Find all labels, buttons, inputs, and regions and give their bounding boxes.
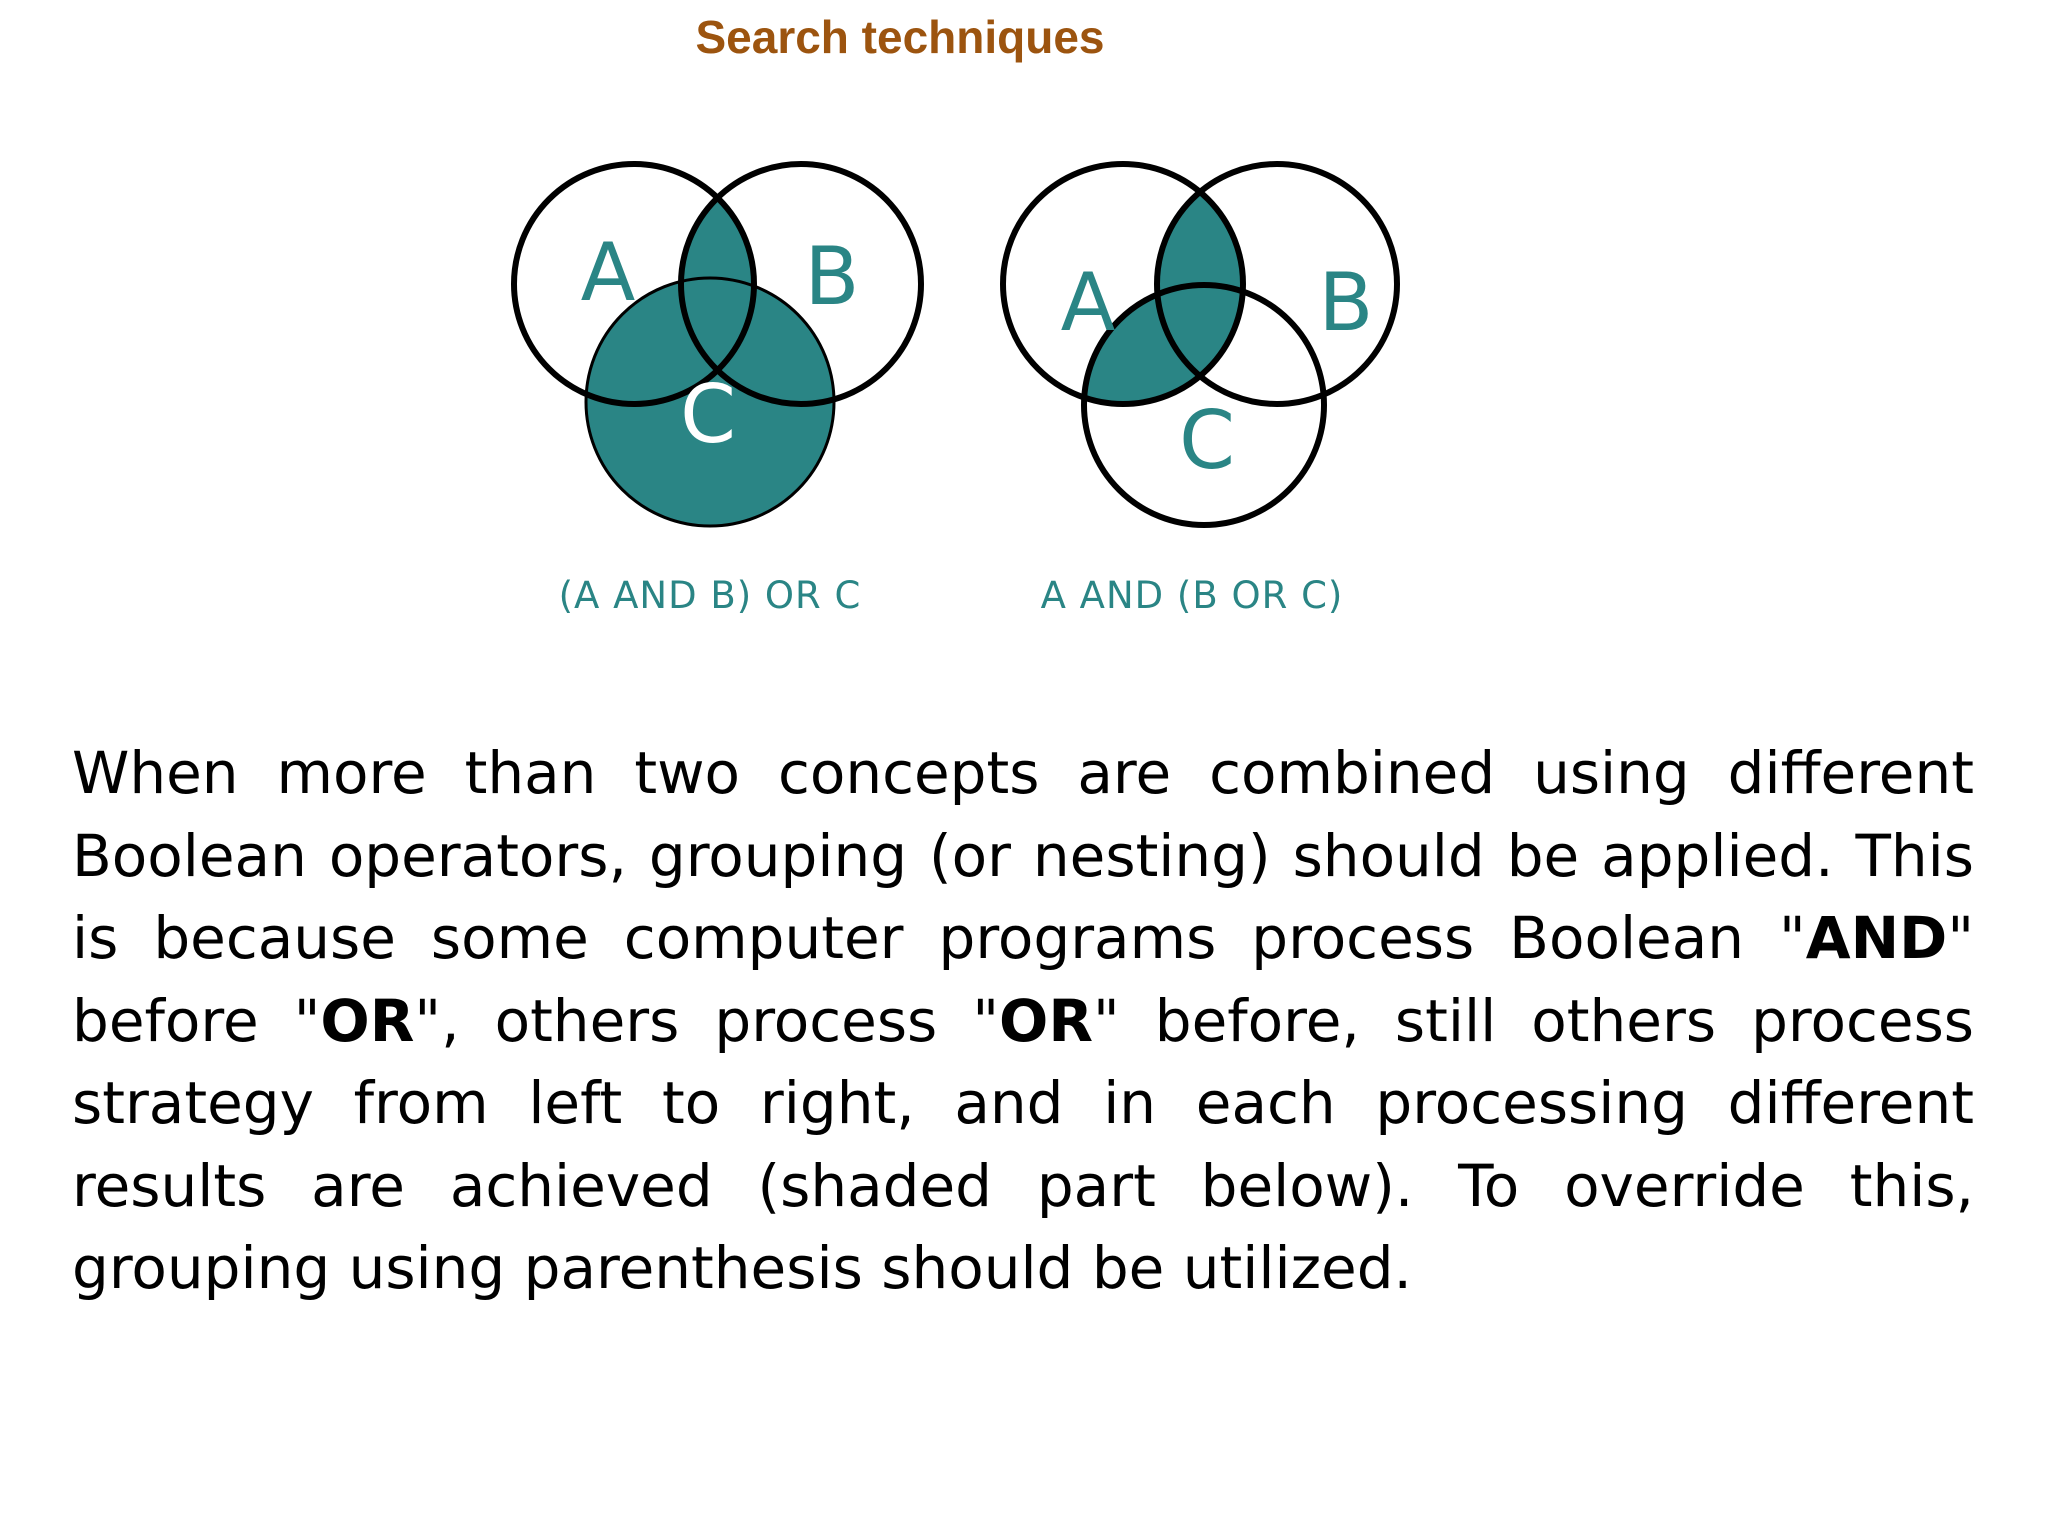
body-text-segment: " before, still others process strategy from left to right, and in each processing different results are achieved (shaded part below). To override this, grouping using parenthesis should be utilized. xyxy=(72,986,1974,1302)
venn-right-label-b: B xyxy=(1318,256,1374,349)
body-text-segment: ", others process " xyxy=(414,986,1000,1055)
venn-right-caption: A AND (B OR C) xyxy=(1040,574,1344,617)
venn-left-label-b: B xyxy=(804,230,860,323)
venn-right xyxy=(1003,164,1397,617)
body-bold-or: OR xyxy=(999,986,1093,1055)
body-bold-and: AND xyxy=(1805,904,1948,972)
venn-right-label-c: C xyxy=(1179,394,1235,487)
body-bold-or: OR xyxy=(320,986,415,1055)
body-text-segment: When more than two concepts are combined using different Boolean operators, grouping (or nesting) should be applied. This is because some computer programs process Boolean " xyxy=(72,739,1974,972)
venn-diagram-figure xyxy=(470,140,1430,660)
venn-left-caption: (A AND B) OR C xyxy=(558,574,862,617)
venn-left xyxy=(514,164,921,617)
body-text-segment: " before " xyxy=(72,904,1974,1055)
page-title: Search techniques xyxy=(695,11,1105,63)
venn-left-label-c: C xyxy=(680,368,736,461)
body-paragraph xyxy=(72,732,1974,1310)
venn-diagram-svg xyxy=(470,140,1430,660)
venn-left-label-a: A xyxy=(580,226,636,319)
venn-right-label-a: A xyxy=(1060,256,1116,349)
